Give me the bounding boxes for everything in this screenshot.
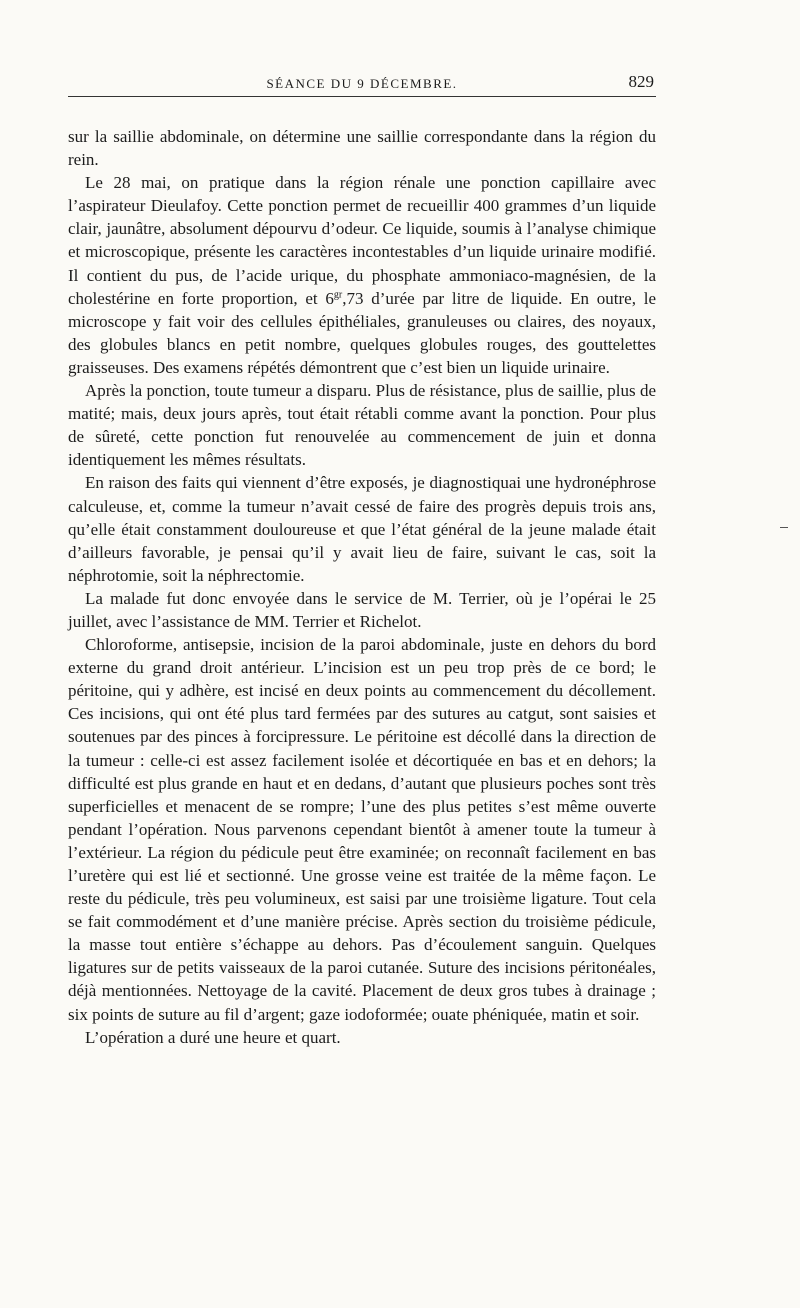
urea-quantity: 6 bbox=[325, 288, 334, 308]
paragraph: Après la ponction, toute tumeur a disparu. Plus de résistance, plus de saillie, plus de matité; mais, deux jours après, tout était rétabli comme avant la ponction. Pour plus de sûreté, cette ponction fut renouvelée au commencement de juin et donna identiquement les mêmes résultats. bbox=[68, 381, 656, 470]
paragraph-text: d’urée par litre de liquide. En outre, le microscope y fait voir des cellules épithéliales, granuleuses ou claires, des noyaux, des globules blancs en petit nombre, quelques globules rouges, des gouttelettes graisseuses. Des examens répétés démontrent que c’est bien un liquide urinaire. bbox=[68, 288, 656, 377]
paragraph: Chloroforme, antisepsie, incision de la paroi abdominale, juste en dehors du bord externe du grand droit antérieur. L’incision est un peu trop près de ce bord; le péritoine, qui y adhère, est incisé en deux points au commencement du décollement. Ces incisions, qui ont été plus tard fermées par des sutures au catgut, sont saisies et soutenues par des pinces à forcipressure. Le péritoine est décollé dans la direction de la tumeur : celle-ci est assez facilement isolée et décortiquée en bas et en dehors; la difficulté est plus grande en haut et en dedans, d’autant que plusieurs poches sont très superficielles et menacent de se rompre; l’une des plus petites s’est même ouverte pendant l’opération. Nous parvenons cependant bientôt à amener toute la tumeur à l’extérieur. La région du pédicule peut être examinée; on reconnaît facilement en bas l’uretère qui est lié et sectionné. Une grosse veine est traitée de la même façon. Le reste du pédicule, très peu volumineux, est saisi par une troisième ligature. Tout cela se fait commodément et d’une manière précise. Après section du troisième pédicule, la masse tout entière s’échappe au dehors. Pas d’écoulement sanguin. Quelques ligatures sur de petits vaisseaux de la paroi cutanée. Suture des incisions péritonéales, déjà mentionnées. Nettoyage de la cavité. Placement de deux gros tubes à drainage ; six points de suture au fil d’argent; gaze iodoformée; ouate phéniquée, matin et soir. bbox=[68, 635, 656, 1024]
paragraph: En raison des faits qui viennent d’être exposés, je diagnostiquai une hydronéphrose calculeuse, et, comme la tumeur n’avait cessé de faire des progrès depuis trois ans, qu’elle était constamment douloureuse et que l’état général de la jeune malade était d’ailleurs favorable, je pensai qu’il y avait lieu de faire, suivant le cas, soit la néphrotomie, soit la néphrectomie. bbox=[68, 473, 656, 585]
body-text bbox=[68, 125, 656, 1049]
paragraph: La malade fut donc envoyée dans le service de M. Terrier, où je l’opérai le 25 juillet, avec l’assistance de MM. Terrier et Richelot. bbox=[68, 588, 656, 631]
page-number: 829 bbox=[628, 72, 654, 91]
urea-decimal: ,73 bbox=[342, 288, 364, 308]
paragraph-text: Le 28 mai, on pratique dans la région rénale une ponction capillaire avec l’aspirateur Dieulafoy. Cette ponction permet de recueillir 400 grammes d’un liquide clair, jaunâtre, absolument dépourvu d’odeur. Ce liquide, soumis à l’analyse chimique et microscopique, présente les caractères incontestables d’un liquide urinaire modifié. Il contient du pus, de l’acide urique, du phosphate ammoniaco-magnésien, de la cholestérine en forte proportion, et bbox=[68, 173, 656, 308]
paragraph: L’opération a duré une heure et quart. bbox=[85, 1027, 341, 1047]
paragraph bbox=[68, 171, 656, 379]
running-title: SÉANCE DU 9 DÉCEMBRE. bbox=[266, 76, 458, 91]
running-head bbox=[68, 72, 656, 97]
urea-unit: gr bbox=[333, 289, 343, 300]
margin-mark bbox=[780, 527, 788, 528]
paragraph: sur la saillie abdominale, on détermine une saillie correspondante dans la région du rein. bbox=[68, 127, 656, 170]
